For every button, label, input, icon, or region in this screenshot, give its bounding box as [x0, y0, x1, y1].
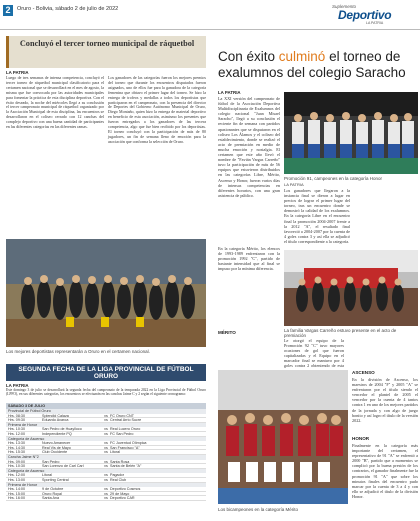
dateline: Oruro - Bolivia, sábado 2 de julio de 2022 — [17, 6, 119, 12]
versus-label: vs — [104, 496, 108, 501]
left-photo-caption: Los mejores deportistas representarán a Oruro en el certamen nacional. — [6, 349, 150, 354]
photo-merito-champions — [218, 370, 348, 504]
versus-label: vs — [104, 464, 108, 469]
left-body-col2: Los ganadores de las categorías fueron los mejores premios del torneo que durante los encuentros disputados fueron asignados, uno de ellos fue para la ganadora de la categoría femenina que obtuvo el primer lugar del torneo. Se hizo la entrega de trofeos y medallas a todos los deportistas que participaron en el campeonato, con la presencia del director de Deportes del Gobierno Autónomo Municipal de Oruro, Diego Montaño, quien hizo la entrega de material deportivo en beneficio de esta asociación, asimismo los presentes que fueron entregados a los ganadores de las tercera competencia, algo que fue bien recibido por los deportistas. El torneo concluyó con la participación de más de 80 jugadores, un fin de semana lleno de emoción para la asociación que conforma la selección de Oruro. — [108, 75, 206, 144]
versus-label: vs — [104, 445, 108, 450]
page-number: 2 — [3, 5, 13, 16]
right-body-a: La XXI versión del campeonato de fútbol de la Asociación Deportiva Multidisciplinaria de Exalumnos del colegio nacional "Juan Misael Saracho", llegó a su conclusión el reciente fin de semana con partidos apasionantes que se disputaron en el coliseo Los Álamos y el coliseo del establecimiento, donde se realizó el acto de premiación en medio de mucha emoción y nostalgia. El certamen que este año llevó el nombre de "Favián Vargas Carreño" tuvo la participación de más de 56 equipos que estuvieron distribuidos en las categorías Libre, Mérito, Ascenso y Honor, fueron varios días de intensas competencias en diferentes horarios, con una gran asistencia de público. — [218, 96, 280, 198]
match-time: Hrs. 13:30 — [8, 441, 26, 446]
table-category: Primera de Honor — [6, 423, 206, 428]
home-team: Sporting Central — [42, 477, 69, 482]
versus-label: vs — [104, 477, 108, 482]
brand-supplement-label: Suplemento — [332, 4, 357, 9]
versus-label: vs — [104, 473, 108, 478]
away-team: Litoral — [110, 450, 121, 455]
versus-label: vs — [104, 431, 108, 436]
merito-subhead: MÉRITO — [218, 330, 236, 335]
match-time: Hrs. 14:30 — [8, 445, 26, 450]
match-time: Hrs. 10:30 — [8, 427, 26, 432]
right-kicker: LA PATRIA — [218, 90, 241, 95]
match-time: Hrs. 09:30 — [8, 418, 26, 423]
photo-family-ceremony — [284, 250, 418, 326]
left-headline: Concluyó el tercer torneo municipal de ráquetbol — [19, 39, 195, 48]
versus-label: vs — [104, 418, 108, 423]
right-headline — [218, 49, 418, 80]
home-team: 9 de Octubre — [42, 487, 64, 492]
right-body-e: En la división de Ascenso, los maestros de 2004 "F" y 2005 "A" se enfrentaron por el título siendo el vencedor el plantel de 2005 el vencedor por la cuenta de 4 tantos contra 1 en uno de los mejores partidos de la jornada y con algo de juego bonito y así logro el título de la versión 2022. — [352, 377, 418, 423]
home-team: San Pedro — [42, 459, 60, 464]
right-headline-post: el torneo de exalumnos del colegio Saracho — [218, 49, 406, 80]
match-time: Hrs. 09:00 — [8, 459, 26, 464]
table-category: Provincial de Fútbol Oruro — [6, 409, 206, 414]
photo-honor-champions — [284, 92, 418, 174]
match-time: Hrs. 14:00 — [8, 487, 26, 492]
photo-merito-caption: Los bicampeones en la categoría Mérito — [218, 507, 299, 512]
table-category: Primera de Honor — [6, 483, 206, 488]
photo-honor-caption: Promoción 91, campeones en la categoría Honor — [284, 176, 383, 181]
away-team: FC Juventud Olímpica — [110, 441, 147, 446]
brand-logo: Deportivo — [338, 8, 392, 22]
table-title: SÁBADO 3 DE JULIO — [6, 403, 206, 409]
match-time: Hrs. 13:00 — [8, 477, 26, 482]
photo-family-caption: La familia Vargas Carreño estuvo presente en el acto de premiación — [284, 328, 397, 339]
right-headline-highlight: culminó — [278, 49, 326, 64]
left-body-col1: Luego de tres semanas de intensa competencia, concluyó el tercer torneo de ráquetbol municipal clasificatorio para el certamen nacional que se desarrollará en el mes de agosto, la misma que fue convocada por las autoridades municipales para fomentar la práctica de esta disciplina deportiva. Con el éxito deseado, la noche del miércoles llegó a su conclusión el tercer campeonato municipal de ráquetbol organizado por la Asociación Municipal de esta disciplina, las encuentros se desarrollaron en el coliseo cerrado con 12 canchas del complejo deportivo con una buena cantidad de participantes en las diferentes categorías en las diferentes ramas. — [6, 75, 104, 130]
honor-subhead: HONOR — [352, 436, 370, 441]
versus-label: vs — [104, 491, 108, 496]
versus-label: vs — [104, 441, 108, 446]
left-team-photo — [6, 239, 206, 347]
home-team: San Pedro de Huaylloco — [42, 427, 82, 432]
spacer — [354, 188, 418, 193]
away-team: Santa Rosa — [110, 459, 130, 464]
home-team: Real Vis de Mayo — [42, 445, 71, 450]
home-team: Litoral — [42, 473, 53, 478]
right-headline-pre: Con éxito — [218, 49, 279, 64]
away-team: San Francisco "A" — [110, 445, 140, 450]
away-team: Real Lucero Oruro — [110, 427, 141, 432]
away-team: FC Oruro CNT — [110, 413, 134, 418]
table-category: Categoría de Ascenso — [6, 469, 206, 474]
league-headline: SEGUNDA FECHA DE LA LIGA PROVINCIAL DE FÚTBOL ORURO — [6, 364, 206, 381]
away-team: Real Club — [110, 477, 127, 482]
home-team: Independiente PQ — [42, 431, 72, 436]
away-team: Central Arrio Sucre — [110, 418, 142, 423]
match-time: Hrs. 15:00 — [8, 491, 26, 496]
versus-label: vs — [104, 413, 108, 418]
right-body-c: En la categoría Mérito, los elencos de 1993-1989 enfrentaron con la promoción 1992 "C", partido de bastante intensidad que al final se impuso por la mínima diferencia. — [218, 246, 280, 272]
match-time: Hrs. 15:30 — [8, 450, 26, 455]
match-time: Hrs. 08:30 — [8, 413, 26, 418]
match-time: Hrs. 16:00 — [8, 496, 26, 501]
away-team: Deportivo Cosmos — [110, 487, 141, 492]
league-kicker: LA PATRIA — [6, 383, 29, 388]
home-team: Santa Ana — [42, 496, 60, 501]
home-team: Oruro Royal — [42, 491, 62, 496]
away-team: Deportivo CAR — [110, 496, 135, 501]
home-team: Splendid Calaza — [42, 413, 69, 418]
away-team: Pagador — [110, 473, 124, 478]
versus-label: vs — [104, 450, 108, 455]
match-time: Hrs. 10:30 — [8, 464, 26, 469]
home-team: Eduardo Avaroa — [42, 418, 69, 423]
versus-label: vs — [104, 459, 108, 464]
versus-label: vs — [104, 427, 108, 432]
away-team: FC San Pedro — [110, 431, 134, 436]
table-category: Cancha Jaime N°2 — [6, 455, 206, 460]
right-body-d: Le otorgó el equipo de la Promoción 92 "C" tuvo mayores ocasiones de gol que fueron capitalizadas y el Equipo en el marcador final se mantuvo por 4 goles contra 2 obteniendo de esta — [284, 338, 344, 369]
ascenso-subhead: ASCENSO — [352, 370, 375, 375]
left-kicker: LA PATRIA — [6, 70, 29, 75]
right-body-b: Los ganadores que llegaron a la instancia final se dieron a lugar en precios de lograr el primer lugar del torneo, tras un encuentro donde se demostró la calidad de los exalumnos. En la categoría Libre en el encuentro final la promoción 2004-2007 frente a la 2012 "A", el resultado final favoreció a 2004-2007 por la cuenta de 4 goles contra 3 y así ella se adjudicó el título correspondiente a la categoría. — [284, 188, 350, 244]
versus-label: vs — [104, 487, 108, 492]
brand-subtitle: LA PATRIA — [366, 21, 384, 25]
match-time: Hrs. 12:00 — [8, 473, 26, 478]
home-team: Club Occidente — [42, 450, 68, 455]
table-category: Categoría de Ascenso — [6, 437, 206, 442]
home-team: Nuevo Amanecer — [42, 441, 71, 446]
away-team: Santa de Belén "A" — [110, 464, 142, 469]
league-schedule-table — [6, 403, 206, 501]
photo-honor-credit: LA PATRIA — [284, 182, 304, 187]
match-time: Hrs. 12:00 — [8, 431, 26, 436]
league-intro: Este domingo 3 de julio se desarrollará la segunda fecha del campeonato de la temporada 2022 en la Liga Provincial de Fútbol Oruro (LPFO), en sus diferentes categorías, los encuentros se efectuarán en las canchas Jaime C y 2 según el siguiente cronograma: — [6, 388, 206, 397]
table-row — [6, 496, 206, 501]
away-team: 29 de Mayo — [110, 491, 130, 496]
right-body-f: Finalmente en la categoría más importante del certamen, el representativo de 91 "A" se enfrentó a 2000 "B", partido que a momentos se complicó por la buena presión de los contrarios, el ganador finalmente fue la promoción 91 "A" que sobre los minutos finales del encuentro pudo marcar por la cuenta de 3 a 4 y con ello se adjudicó el título de la división Honor. — [352, 443, 418, 499]
home-team: San Lorenzo de Carl Carl — [42, 464, 84, 469]
